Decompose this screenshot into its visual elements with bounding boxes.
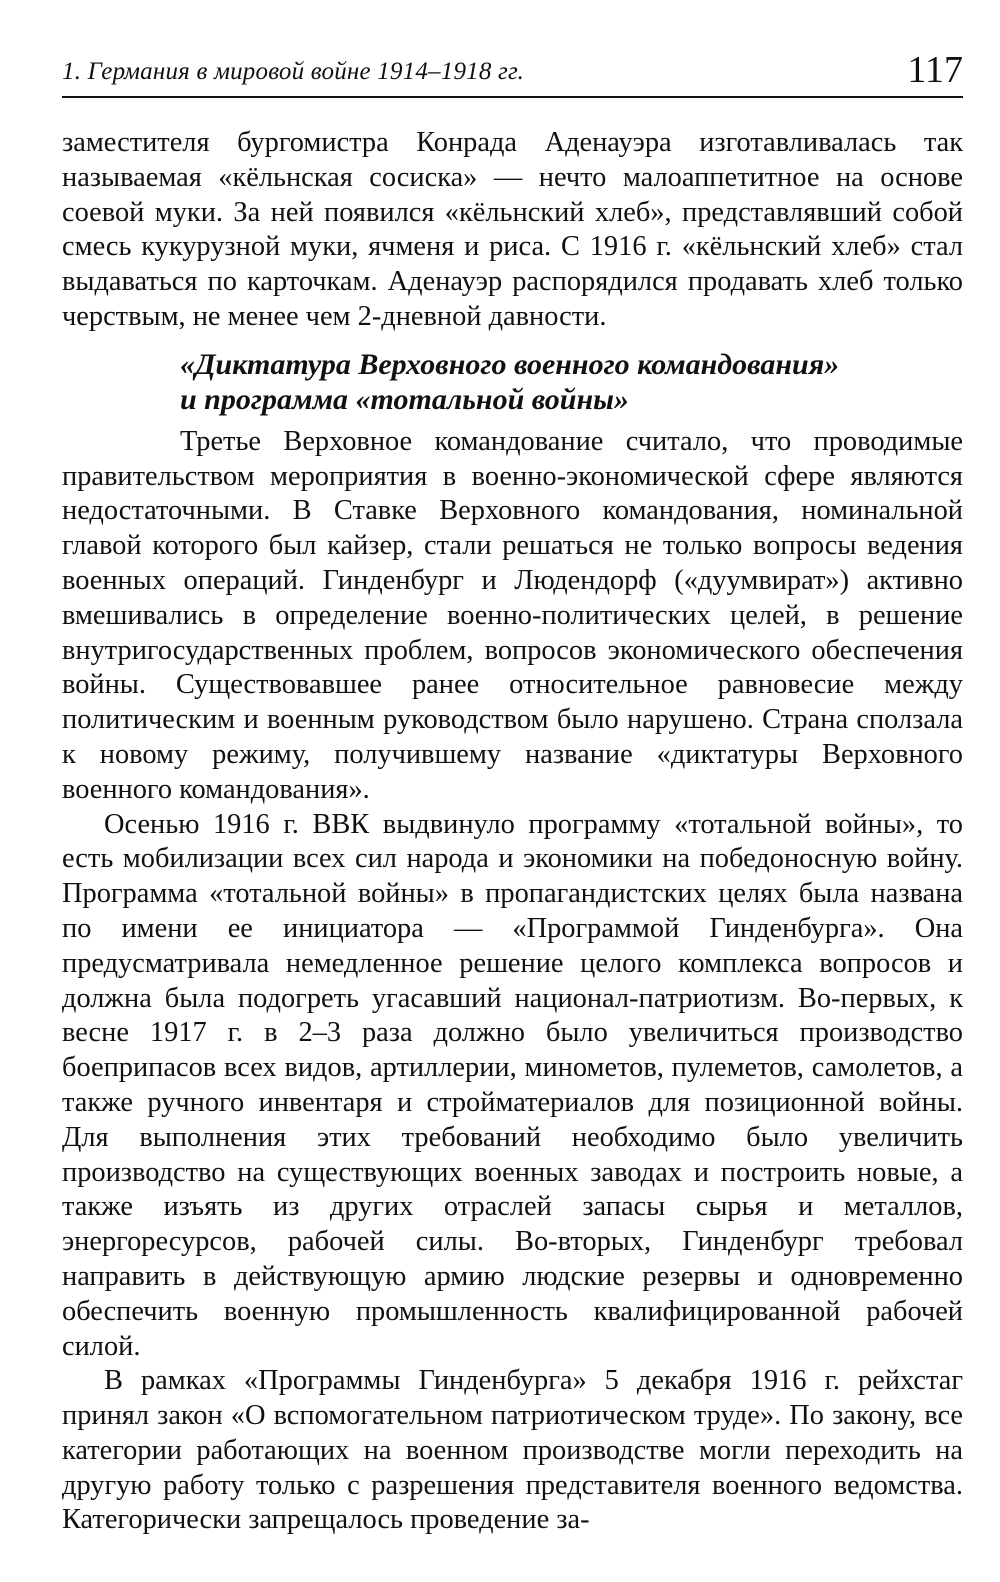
paragraph-1: Третье Верховное командование считало, что проводимые правительством мероприятия в военно-экономической сфере являются недостаточными. В Ставке Верховного командования, номинальной главой которого был кайзер, стали решаться не только вопросы ведения военных операций. Гинденбург и Людендорф («дуумвират») активно вмешивались в определение военно-политических целей, в решение внутригосударственных проблем, вопросов экономического обеспечения войны. Существовавшее ранее относительное равновесие между политическим и военным руководством было нарушено. Страна сползала к новому режиму, получившему название «диктатуры Верховного военного командования». (62, 425, 963, 805)
page-body (62, 126, 963, 1538)
section-heading-line-1: «Диктатура Верховного военного командования» (180, 347, 840, 381)
section-heading-line-2: и программа «тотальной войны» (180, 382, 629, 416)
paragraph-3: В рамках «Программы Гинденбурга» 5 декабря 1916 г. рейхстаг принял закон «О вспомогательном патриотическом труде». По закону, все категории работающих на военном производстве могли переходить на другую работу только с разрешения представителя военного ведомства. Категорически запрещалось проведение за- (62, 1365, 963, 1536)
page-number: 117 (907, 49, 963, 91)
intro-paragraph: заместителя бургомистра Конрада Аденауэра изготавливалась так называемая «кёльнская сосиска» — нечто малоаппетитное на основе соевой муки. За ней появился «кёльнский хлеб», представлявший собой смесь кукурузной муки, ячменя и риса. С 1916 г. «кёльнский хлеб» стал выдаваться по карточкам. Аденауэр распорядился продавать хлеб только черствым, не менее чем 2-дневной давности. (62, 127, 963, 332)
section-heading (62, 347, 963, 417)
paragraph-2: Осенью 1916 г. ВВК выдвинуло программу «тотальной войны», то есть мобилизации всех сил народа и экономики на победоносную войну. Программа «тотальной войны» в пропагандистских целях была названа по имени ее инициатора — «Программой Гинденбурга». Она предусматривала немедленное решение целого комплекса вопросов и должна была подогреть угасавший национал-патриотизм. Во-первых, к весне 1917 г. в 2–3 раза должно было увеличиться производство боеприпасов всех видов, артиллерии, минометов, пулеметов, самолетов, а также ручного инвентаря и стройматериалов для позиционной войны. Для выполнения этих требований необходимо было увеличить производство на существующих военных заводах и построить новые, а также изъять из других отраслей запасы сырья и металлов, энергоресурсов, рабочей силы. Во-вторых, Гинденбург требовал направить в действующую армию людские резервы и одновременно обеспечить военную промышленность квалифицированной рабочей силой. (62, 808, 963, 1362)
running-header (62, 0, 963, 98)
running-title: 1. Германия в мировой войне 1914–1918 гг. (62, 58, 525, 85)
